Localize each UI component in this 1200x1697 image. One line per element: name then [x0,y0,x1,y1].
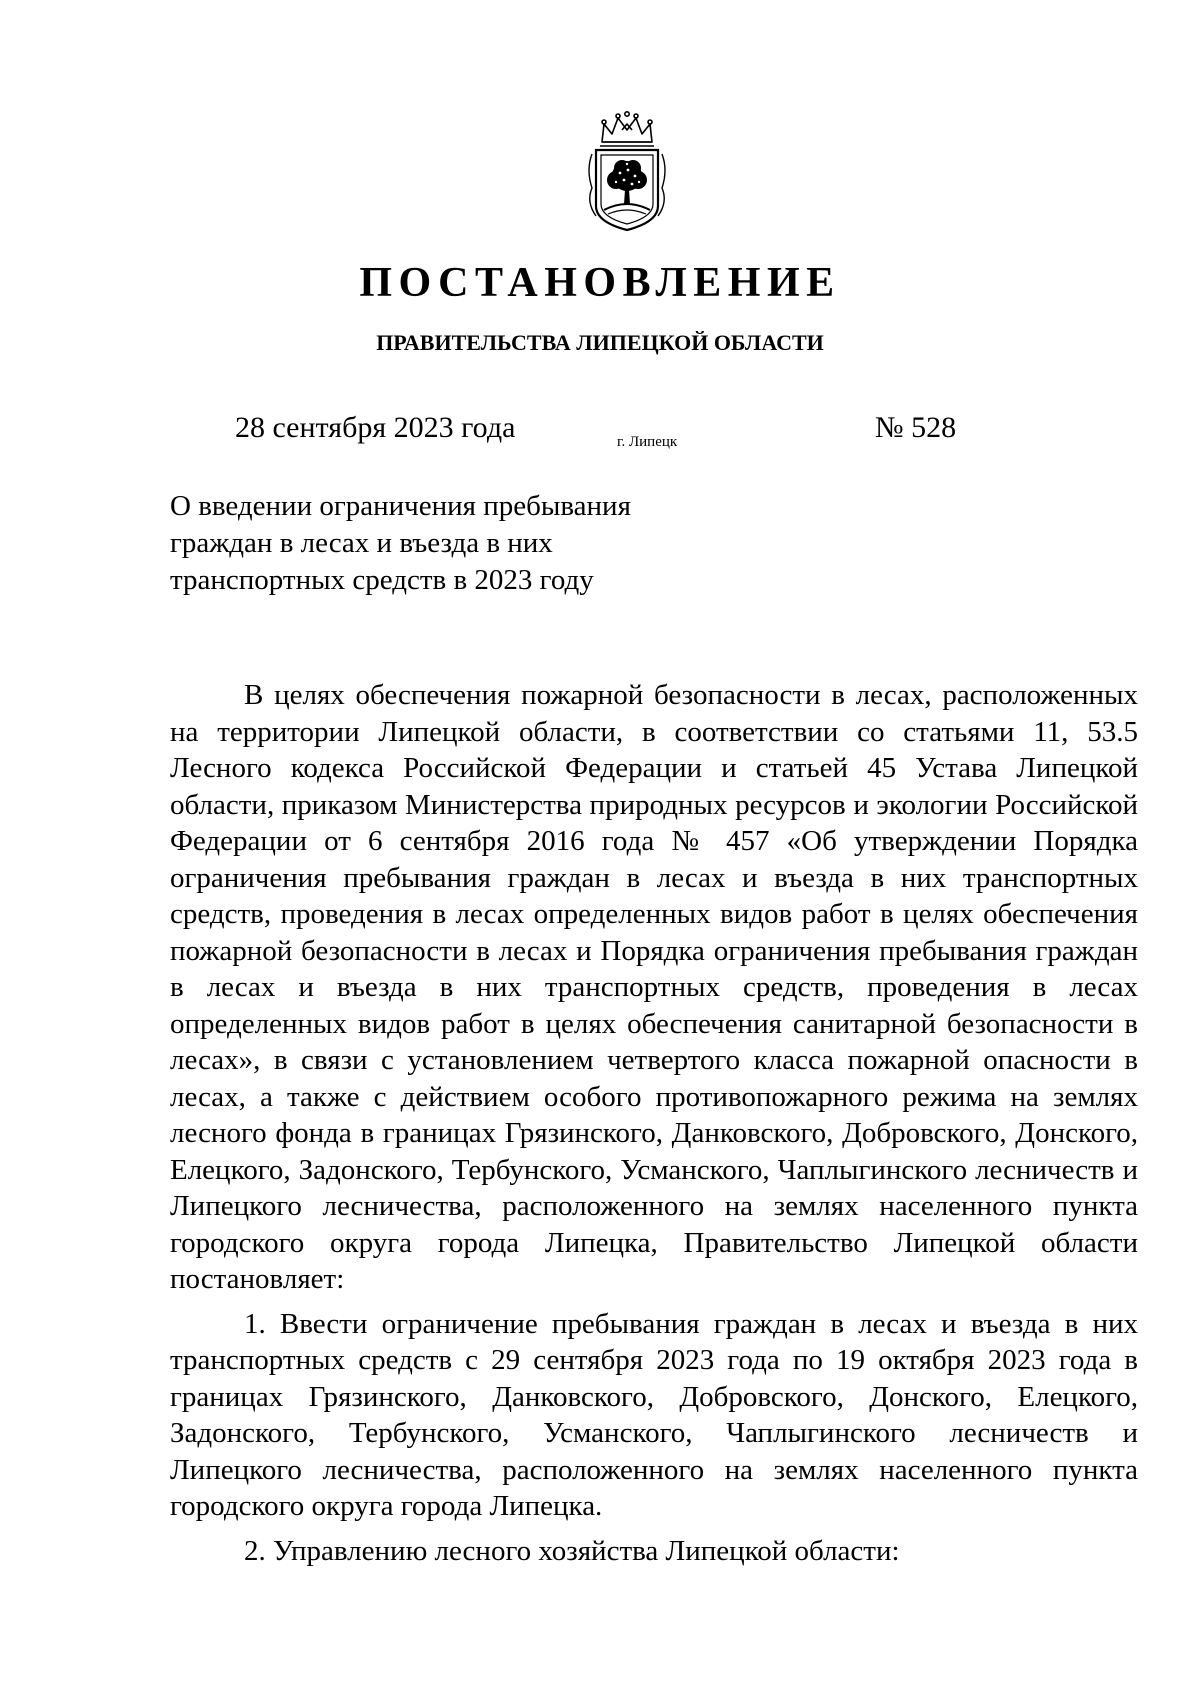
clause-paragraph-2: 2. Управлению лесного хозяйства Липецкой области: [244,1534,900,1567]
document-heading-line: О введении ограничения пребывания [170,490,631,522]
preamble-paragraph: В целях обеспечения пожарной безопасности в лесах, расположенных на территории Липецкой области, в соответствии со статьями 11, 53.5 Лесного кодекса Российской Федерации и статьей 45 Устава Липецкой области, приказом Министерства природных ресурсов и экологии Российской Федерации от 6 сентября 2016 года № 457 «Об утверждении Порядка ограничения пребывания граждан в лесах и въезда в них транспортных средств, проведения в лесах определенных видов работ в целях обеспечения пожарной безопасности в лесах и Порядка ограничения пребывания граждан в лесах и въезда в них транспортных средств, проведения в лесах определенных видов работ в целях обеспечения санитарной безопасности в лесах», в связи с установлением четвертого класса пожарной опасности в лесах, а также с действием особого противопожарного режима на землях лесного фонда в границах Грязинского, Данковского, Добровского, Донского, Елецкого, Задонского, Тербунского, Усманского, Чаплыгинского лесничеств и Липецкого лесничества, расположенного на землях населенного пункта городского округа города Липецка, Правительство Липецкой области постановляет: [170,679,1138,1295]
document-date: 28 сентября 2023 года [235,411,516,444]
document-body [170,677,1138,1577]
document-title: ПОСТАНОВЛЕНИЕ [359,260,841,306]
document-heading-line: граждан в лесах и въезда в них [170,527,553,559]
document-number: № 528 [875,411,957,444]
document-heading [170,488,770,599]
coat-of-arms-emblem [582,110,672,236]
document-city: г. Липецк [617,434,678,450]
clause-paragraph-1: 1. Ввести ограничение пребывания граждан в лесах и въезда в них транспортных средств с 29 сентября 2023 года по 19 октября 2023 года в границах Грязинского, Данковского, Добровского, Донского, Елецкого, Задонского, Тербунского, Усманского, Чаплыгинского лесничеств и Липецкого лесничества, расположенного на землях населенного пункта городского округа города Липецка. [170,1307,1138,1522]
document-subtitle: ПРАВИТЕЛЬСТВА ЛИПЕЦКОЙ ОБЛАСТИ [376,330,824,355]
document-heading-line: транспортных средств в 2023 году [170,564,594,596]
